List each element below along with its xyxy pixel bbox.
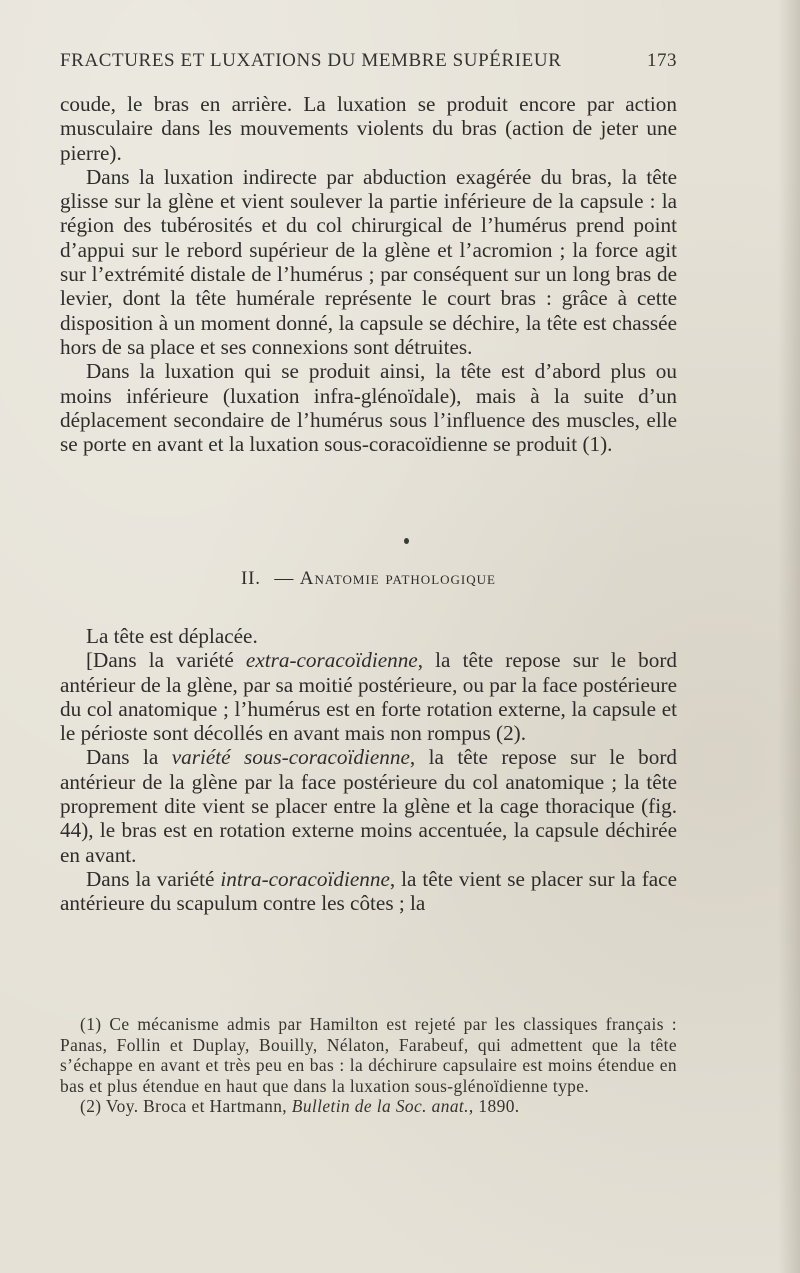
section-dash: — (274, 568, 295, 589)
paragraph-text: [Dans la variété (86, 648, 246, 673)
italic-term: extra-coracoïdienne (245, 648, 418, 673)
paragraph-text: Dans la (86, 745, 172, 770)
paragraph: Dans la luxation qui se produit ainsi, la tête est d’abord plus ou moins inférieure (luxation infra-glénoïdale), mais à la suite d’un déplacement secondaire de l’humérus sous l’influence des muscles, elle se porte en avant et la luxation sous-coracoïdienne se produit (1). (60, 359, 677, 457)
paragraph-text: , la tête repose sur le bord antérieur de la glène par la face postérieure du col anatomique ; la tête proprement dite vient se placer entre la glène et la cage thoracique (fig. 44), le bras est en rotation externe moins accentuée, la capsule déchirée en avant. (60, 745, 677, 867)
paragraph-text: , la tête repose sur le bord antérieur de la glène, par sa moitié postérieure, ou par la face postérieure du col anatomique ; l’humérus est en forte rotation externe, la capsule et le périoste sont décollés en avant mais non rompus (2). (60, 648, 677, 746)
paragraph (60, 867, 677, 916)
italic-citation: Bulletin de la Soc. anat. (291, 1096, 469, 1117)
paragraph-text: Dans la variété (86, 866, 221, 891)
section-title: Anatomie pathologique (299, 568, 496, 589)
italic-term: variété sous-coracoïdienne (171, 745, 410, 770)
page-number: 173 (647, 50, 677, 71)
section-number: II. (241, 568, 261, 589)
paragraph: coude, le bras en arrière. La luxation se produit encore par action musculaire dans les mouvements violents du bras (action de jeter une pierre). (60, 92, 677, 165)
paragraph-text: , la tête vient se placer sur la face antérieure du scapulum contre les côtes ; la (60, 866, 677, 916)
running-title: FRACTURES ET LUXATIONS DU MEMBRE SUPÉRIEUR (60, 50, 562, 71)
page-edge-shadow (778, 0, 800, 1273)
footnote-1: (1) Ce mécanisme admis par Hamilton est rejeté par les classiques français : Panas, Follin et Duplay, Bouilly, Nélaton, Farabeuf, qui admettent que la tête s’échappe en avant et très peu en bas : la déchirure capsulaire est moins étendue en bas et plus étendue en haut que dans la luxation sous-glénoïdienne type. (60, 1014, 677, 1096)
running-header (60, 50, 677, 72)
italic-term: intra-coracoïdienne (220, 866, 390, 891)
body-text-top (60, 92, 677, 456)
footnote-text: (2) Voy. Broca et Hartmann, (80, 1096, 292, 1117)
footnote-2 (60, 1096, 677, 1117)
paragraph: Dans la luxation indirecte par abduction exagérée du bras, la tête glisse sur la glène et vient soulever la partie inférieure de la capsule : la région des tubérosités et du col chirurgical de l’humérus prend point d’appui sur le rebord supérieur de la glène et l’acromion ; la force agit sur l’extrémité distale de l’humérus ; par conséquent sur un long bras de levier, dont la tête humérale représente le court bras : grâce à cette disposition à un moment donné, la capsule se déchire, la tête est chassée hors de sa place et ses connexions sont détruites. (60, 164, 677, 359)
footnote-text: , 1890. (468, 1096, 520, 1117)
paragraph (60, 648, 677, 745)
body-text-bottom (60, 624, 677, 916)
footnotes (60, 1014, 677, 1117)
ink-speck (404, 538, 409, 544)
paragraph (60, 745, 677, 866)
paragraph: La tête est déplacée. (86, 624, 258, 648)
section-heading (60, 568, 677, 590)
